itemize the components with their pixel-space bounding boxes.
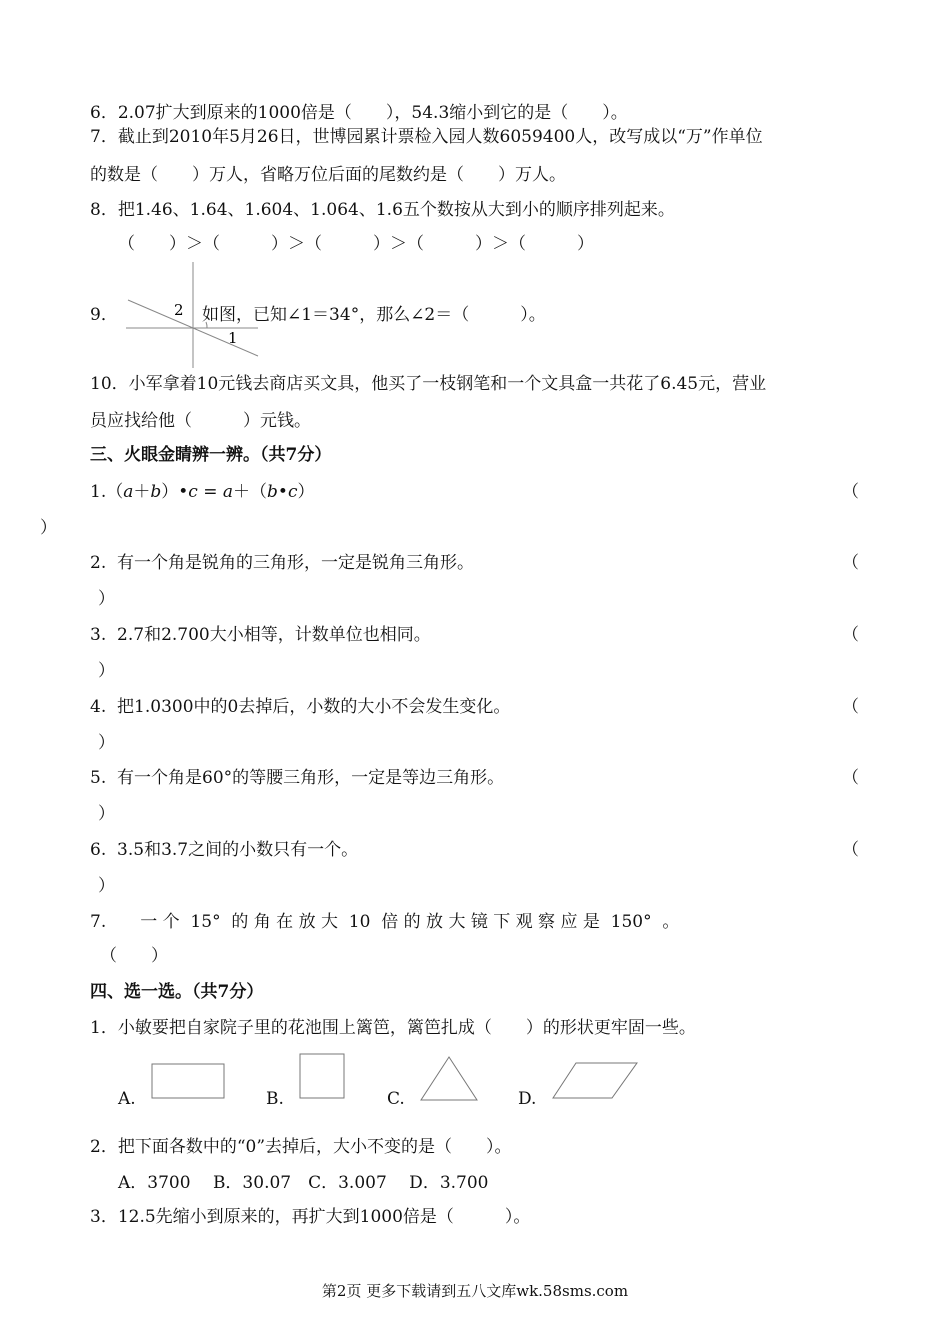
question-8: 8．把1.46、1.64、1.604、1.064、1.6五个数按从大到小的顺序排列起来。 <box>90 200 675 220</box>
question-10-line-2: 员应找给他（ ）元钱。 <box>90 411 311 431</box>
choice-question-2: 2．把下面各数中的“0”去掉后，大小不变的是（ ）。 <box>90 1137 512 1157</box>
judge-item-4: 4. 把1.0300中的0去掉后，小数的大小不会发生变化。 <box>90 697 511 717</box>
judge-item-4-paren-open: （ <box>842 697 859 717</box>
judge-item-5-paren-open: （ <box>842 768 859 788</box>
judge-item-7: 7. 一 个 15° 的 角 在 放 大 10 倍 的 放 大 镜 下 观 察 应 是 150° 。 <box>90 912 680 932</box>
judge-item-6-paren-open: （ <box>842 840 859 860</box>
choice-question-3: 3．12.5先缩小到原来的，再扩大到1000倍是（ ）。 <box>90 1207 531 1227</box>
judge-item-7-paren: （ ） <box>100 946 168 966</box>
judge-item-2: 2. 有一个角是锐角的三角形，一定是锐角三角形。 <box>90 553 475 573</box>
judge-item-1: 1.（a＋b）•c = a＋（b•c） <box>90 482 315 502</box>
angle-label-1: 1 <box>228 329 238 347</box>
rectangle-shape <box>150 1062 226 1100</box>
question-7-line-2: 的数是（ ）万人，省略万位后面的尾数约是（ ）万人。 <box>90 165 566 185</box>
option-b-label: B. <box>266 1089 284 1109</box>
page-footer: 第2页 更多下载请到五八文库wk.58sms.com <box>321 1282 629 1300</box>
triangle-shape <box>418 1054 480 1104</box>
question-6: 6．2.07扩大到原来的1000倍是（ ），54.3缩小到它的是（ ）。 <box>90 103 628 123</box>
option-c-label: C. <box>387 1089 405 1109</box>
choice-question-1: 1．小敏要把自家院子里的花池围上篱笆，篱笆扎成（ ）的形状更牢固一些。 <box>90 1018 696 1038</box>
square-shape <box>298 1052 348 1102</box>
judge-item-3-paren-close: ） <box>98 661 115 681</box>
section-3-title: 三、火眼金睛辨一辨。（共7分） <box>90 445 332 465</box>
angle-label-2: 2 <box>174 301 184 319</box>
option-d-label: D. <box>518 1089 537 1109</box>
question-8-answer-blanks: （ ）＞（ ）＞（ ）＞（ ）＞（ ） <box>118 234 594 254</box>
judge-item-3-paren-open: （ <box>842 625 859 645</box>
question-7-line-1: 7．截止到2010年5月26日，世博园累计票检入园人数6059400人，改写成以“万”作单位 <box>90 127 763 147</box>
question-9-number: 9． <box>90 305 118 325</box>
judge-item-2-paren-open: （ <box>842 553 859 573</box>
judge-item-2-paren-close: ） <box>98 589 115 609</box>
judge-item-3: 3. 2.7和2.700大小相等，计数单位也相同。 <box>90 625 431 645</box>
judge-item-6: 6. 3.5和3.7之间的小数只有一个。 <box>90 840 359 860</box>
judge-item-6-paren-close: ） <box>98 876 115 896</box>
parallelogram-shape <box>550 1060 640 1102</box>
judge-item-5-paren-close: ） <box>98 804 115 824</box>
question-10-line-1: 10．小军拿着10元钱去商店买文具，他买了一枝钢笔和一个文具盒一共花了6.45元，营业 <box>90 374 767 394</box>
judge-item-1-paren-close: ） <box>40 518 57 538</box>
judge-item-1-paren-open: （ <box>842 482 859 502</box>
section-4-title: 四、选一选。（共7分） <box>90 982 264 1002</box>
judge-item-5: 5. 有一个角是60°的等腰三角形，一定是等边三角形。 <box>90 768 505 788</box>
option-a-label: A. <box>118 1089 136 1109</box>
choice-question-2-options: A．3700 B．30.07 C．3.007 D．3.700 <box>118 1173 489 1193</box>
judge-item-4-paren-close: ） <box>98 733 115 753</box>
question-9-text: 如图，已知∠1＝34°，那么∠2＝（ ）。 <box>202 305 546 325</box>
